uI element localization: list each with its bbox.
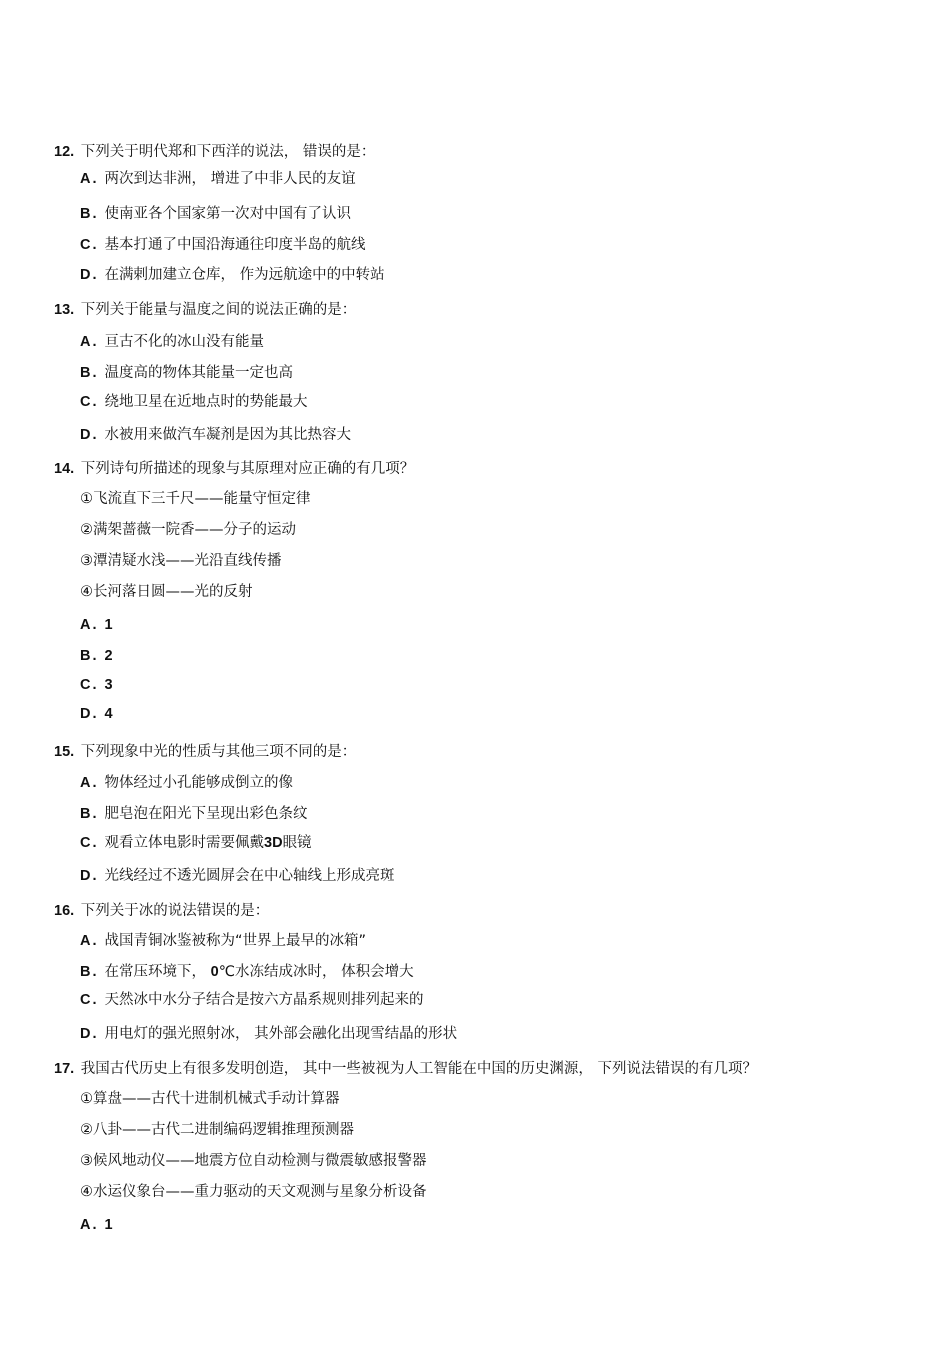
option-15-c[interactable]: C . 观看立体电影时需要佩戴3D眼镜: [80, 835, 312, 851]
option-12-c[interactable]: C . 基本打通了中国沿海通往印度半岛的航线: [80, 237, 366, 253]
statement-17-4: ④水运仪象台——重力驱动的天文观测与星象分析设备: [80, 1184, 427, 1200]
question-number: 16: [54, 903, 71, 919]
option-12-b[interactable]: B . 使南亚各个国家第一次对中国有了认识: [80, 206, 352, 222]
question-text: 下列现象中光的性质与其他三项不同的是：: [80, 744, 357, 760]
statement-17-3: ③候风地动仪——地震方位自动检测与微震敏感报警器: [80, 1153, 427, 1169]
option-13-a[interactable]: A . 亘古不化的冰山没有能量: [80, 334, 265, 350]
option-12-d[interactable]: D . 在满剌加建立仓库， 作为远航途中的中转站: [80, 267, 385, 283]
option-12-a[interactable]: A . 两次到达非洲， 增进了中非人民的友谊: [80, 171, 356, 187]
question-number: 13: [54, 302, 71, 318]
question-text: 下列关于能量与温度之间的说法正确的是：: [80, 302, 357, 318]
question-16-stem: 16. 下列关于冰的说法错误的是：: [54, 903, 270, 919]
option-14-d[interactable]: D . 4: [80, 706, 113, 722]
statement-14-3: ③潭清疑水浅——光沿直线传播: [80, 553, 282, 569]
option-16-b[interactable]: B . 在常压环境下， 0℃水冻结成冰时， 体积会增大: [80, 964, 414, 980]
option-16-d[interactable]: D . 用电灯的强光照射冰， 其外部会融化出现雪结晶的形状: [80, 1026, 458, 1042]
statement-14-2: ②满架蔷薇一院香——分子的运动: [80, 522, 296, 538]
statement-14-1: ①飞流直下三千尺——能量守恒定律: [80, 491, 311, 507]
statement-14-4: ④长河落日圆——光的反射: [80, 584, 253, 600]
question-17-stem: 17. 我国古代历史上有很多发明创造， 其中一些被视为人工智能在中国的历史渊源， 下列说法错误的有几项？: [54, 1061, 757, 1077]
option-16-a[interactable]: A . 战国青铜冰鉴被称为“世界上最早的冰箱”: [80, 933, 367, 949]
question-15-stem: 15. 下列现象中光的性质与其他三项不同的是：: [54, 744, 357, 760]
statement-17-2: ②八卦——古代二进制编码逻辑推理预测器: [80, 1122, 354, 1138]
option-13-b[interactable]: B . 温度高的物体其能量一定也高: [80, 365, 294, 381]
question-14-stem: 14. 下列诗句所描述的现象与其原理对应正确的有几项？: [54, 461, 415, 477]
option-16-c[interactable]: C . 天然冰中水分子结合是按六方晶系规则排列起来的: [80, 992, 424, 1008]
question-number: 17: [54, 1061, 71, 1077]
question-12-stem: 12. 下列关于明代郑和下西洋的说法， 错误的是：: [54, 144, 376, 160]
option-14-b[interactable]: B . 2: [80, 648, 113, 664]
question-text: 下列关于明代郑和下西洋的说法， 错误的是：: [80, 144, 376, 160]
option-14-a[interactable]: A . 1: [80, 617, 113, 633]
question-number: 12: [54, 144, 71, 160]
option-17-a[interactable]: A . 1: [80, 1217, 113, 1233]
option-15-b[interactable]: B . 肥皂泡在阳光下呈现出彩色条纹: [80, 806, 308, 822]
option-13-c[interactable]: C . 绕地卫星在近地点时的势能最大: [80, 394, 308, 410]
question-number: 14: [54, 461, 71, 477]
question-text: 下列诗句所描述的现象与其原理对应正确的有几项？: [80, 461, 415, 477]
question-13-stem: 13. 下列关于能量与温度之间的说法正确的是：: [54, 302, 357, 318]
option-13-d[interactable]: D . 水被用来做汽车凝剂是因为其比热容大: [80, 427, 352, 443]
option-15-d[interactable]: D . 光线经过不透光圆屏会在中心轴线上形成亮斑: [80, 868, 395, 884]
question-text: 下列关于冰的说法错误的是：: [80, 903, 270, 919]
question-number: 15: [54, 744, 71, 760]
option-15-a[interactable]: A . 物体经过小孔能够成倒立的像: [80, 775, 294, 791]
option-14-c[interactable]: C . 3: [80, 677, 113, 693]
statement-17-1: ①算盘——古代十进制机械式手动计算器: [80, 1091, 340, 1107]
question-text: 我国古代历史上有很多发明创造， 其中一些被视为人工智能在中国的历史渊源， 下列说法错误的有几项？: [80, 1061, 757, 1077]
